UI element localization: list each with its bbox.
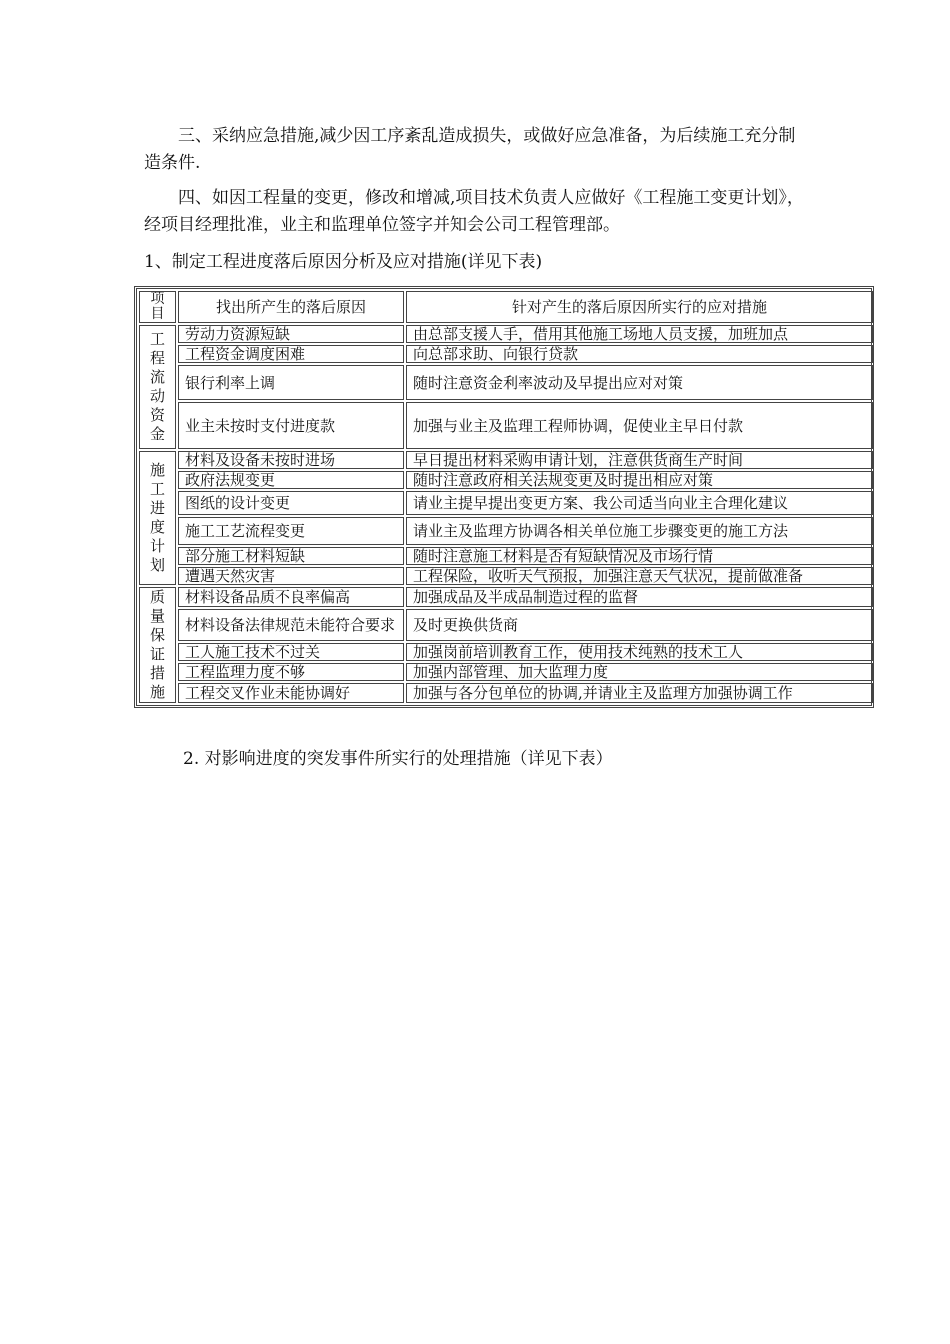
category-cell: 工 程 流 动 资 金 (139, 325, 176, 449)
cause-cell: 工人施工技术不过关 (178, 643, 404, 661)
measure-cell: 请业主提早提出变更方案、我公司适当向业主合理化建议 (406, 491, 873, 515)
table-row (139, 587, 873, 607)
cause-cell: 部分施工材料短缺 (178, 547, 404, 565)
table-row (139, 643, 873, 661)
cause-cell: 劳动力资源短缺 (178, 325, 404, 343)
measure-cell: 加强内部管理、加大监理力度 (406, 663, 873, 681)
paragraph-change-plan: 四、如因工程量的变更，修改和增减,项目技术负责人应做好《工程施工变更计划》，经项目经理批准，业主和监理单位签字并知会公司工程管理部。 (144, 188, 804, 235)
category-cell: 质 量 保 证 措 施 (139, 587, 176, 703)
cause-cell: 材料设备法律规范未能符合要求 (178, 609, 404, 641)
cause-cell: 政府法规变更 (178, 471, 404, 489)
measure-cell: 由总部支援人手，借用其他施工场地人员支援，加班加点 (406, 325, 873, 343)
header-category: 项 目 (139, 291, 176, 323)
table-row (139, 325, 873, 343)
measure-cell: 工程保险，收听天气预报，加强注意天气状况，提前做准备 (406, 567, 873, 585)
cause-cell: 遭遇天然灾害 (178, 567, 404, 585)
table-caption-1: 1、制定工程进度落后原因分析及应对措施(详见下表) (144, 252, 543, 272)
header-measure: 针对产生的落后原因所实行的应对措施 (406, 291, 873, 323)
table-row (139, 663, 873, 681)
measure-cell: 随时注意资金利率波动及早提出应对对策 (406, 365, 873, 400)
cause-cell: 材料设备品质不良率偏高 (178, 587, 404, 607)
cause-cell: 银行利率上调 (178, 365, 404, 400)
delay-cause-table (134, 286, 874, 708)
measure-cell: 及时更换供货商 (406, 609, 873, 641)
cause-cell: 图纸的设计变更 (178, 491, 404, 515)
table-row (139, 547, 873, 565)
cause-cell: 施工工艺流程变更 (178, 517, 404, 545)
cause-cell: 材料及设备未按时进场 (178, 451, 404, 469)
measure-cell: 随时注意施工材料是否有短缺情况及市场行情 (406, 547, 873, 565)
cause-cell: 业主未按时支付进度款 (178, 402, 404, 449)
paragraph-emergency-measures: 三、采纳应急措施,减少因工序紊乱造成损失，或做好应急准备，为后续施工充分制造条件. (144, 126, 796, 173)
cause-cell: 工程监理力度不够 (178, 663, 404, 681)
table-row (139, 345, 873, 363)
table-row (139, 491, 873, 515)
measure-cell: 加强与各分包单位的协调,并请业主及监理方加强协调工作 (406, 683, 873, 703)
category-cell: 施 工 进 度 计 划 (139, 451, 176, 585)
table-row (139, 683, 873, 703)
table-row (139, 451, 873, 469)
table-row (139, 402, 873, 449)
measure-cell: 向总部求助、向银行贷款 (406, 345, 873, 363)
measure-cell: 早日提出材料采购申请计划，注意供货商生产时间 (406, 451, 873, 469)
table-caption-2: 2. 对影响进度的突发事件所实行的处理措施（详见下表） (183, 749, 613, 769)
table-body (139, 325, 873, 703)
table-row (139, 567, 873, 585)
cause-cell: 工程交叉作业未能协调好 (178, 683, 404, 703)
measure-cell: 请业主及监理方协调各相关单位施工步骤变更的施工方法 (406, 517, 873, 545)
measure-cell: 随时注意政府相关法规变更及时提出相应对策 (406, 471, 873, 489)
header-cause: 找出所产生的落后原因 (178, 291, 404, 323)
measure-cell: 加强成品及半成品制造过程的监督 (406, 587, 873, 607)
measure-cell: 加强岗前培训教育工作，使用技术纯熟的技术工人 (406, 643, 873, 661)
table-row (139, 365, 873, 400)
cause-cell: 工程资金调度困难 (178, 345, 404, 363)
table-row (139, 471, 873, 489)
measure-cell: 加强与业主及监理工程师协调，促使业主早日付款 (406, 402, 873, 449)
table-row (139, 609, 873, 641)
table-header-row (139, 291, 873, 323)
table-row (139, 517, 873, 545)
